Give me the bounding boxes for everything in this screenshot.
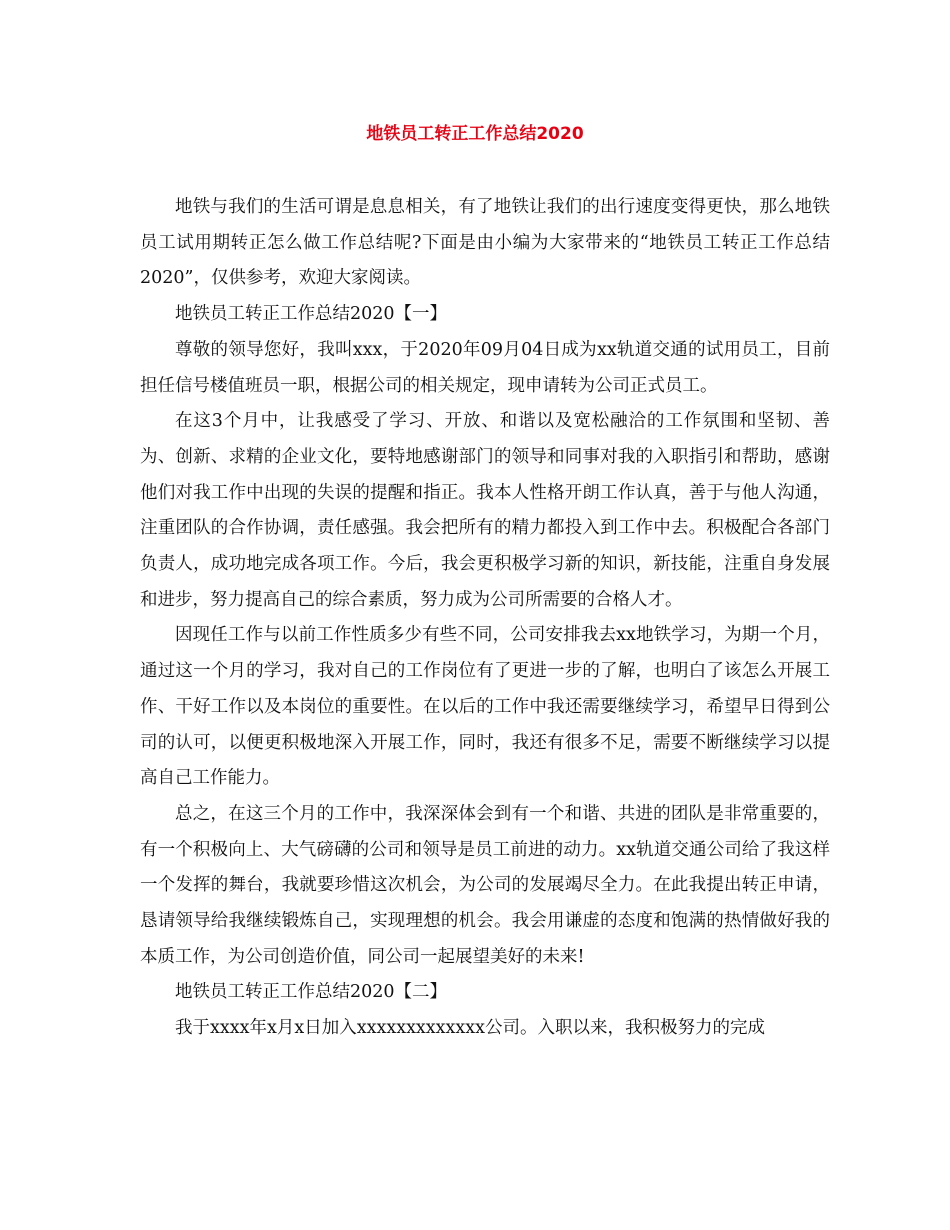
body-paragraph: 尊敬的领导您好，我叫xxx，于2020年09月04日成为xx轨道交通的试用员工，目前担任信号楼值班员一职，根据公司的相关规定，现申请转为公司正式员工。 — [140, 339, 830, 396]
body-paragraph: 因现任工作与以前工作性质多少有些不同，公司安排我去xx地铁学习，为期一个月，通过这一个月的学习，我对自己的工作岗位有了更进一步的了解，也明白了该怎么开展工作、干好工作以及本岗位的重要性。在以后的工作中我还需要继续学习，希望早日得到公司的认可，以便更积极地深入开展工作，同时，我还有很多不足，需要不断继续学习以提高自己工作能力。 — [140, 625, 830, 789]
body-paragraph: 在这3个月中，让我感受了学习、开放、和谐以及宽松融洽的工作氛围和坚韧、善为、创新、求精的企业文化，要特地感谢部门的领导和同事对我的入职指引和帮助，感谢他们对我工作中出现的失误的提醒和指正。我本人性格开朗工作认真，善于与他人沟通，注重团队的合作协调，责任感强。我会把所有的精力都投入到工作中去。积极配合各部门负责人，成功地完成各项工作。今后，我会更积极学习新的知识，新技能，注重自身发展和进步，努力提高自己的综合素质，努力成为公司所需要的合格人才。 — [140, 411, 830, 610]
intro-paragraph: 地铁与我们的生活可谓是息息相关，有了地铁让我们的出行速度变得更快，那么地铁员工试用期转正怎么做工作总结呢?下面是由小编为大家带来的“地铁员工转正工作总结2020”，仅供参考，欢迎大家阅读。 — [140, 197, 830, 289]
section-heading-1: 地铁员工转正工作总结2020【一】 — [175, 304, 448, 325]
document-title: 地铁员工转正工作总结2020 — [366, 124, 584, 144]
body-paragraph: 我于xxxx年x月x日加入xxxxxxxxxxxxx公司。入职以来，我积极努力的完成 — [175, 1018, 766, 1039]
document-body — [140, 190, 830, 1047]
section-heading-2: 地铁员工转正工作总结2020【二】 — [175, 982, 448, 1003]
body-paragraph: 总之，在这三个月的工作中，我深深体会到有一个和谐、共进的团队是非常重要的，有一个积极向上、大气磅礴的公司和领导是员工前进的动力。xx轨道交通公司给了我这样一个发挥的舞台，我就要珍惜这次机会，为公司的发展竭尽全力。在此我提出转正申请，恳请领导给我继续锻炼自己，实现理想的机会。我会用谦虚的态度和饱满的热情做好我的本质工作，为公司创造价值，同公司一起展望美好的未来! — [140, 803, 830, 967]
